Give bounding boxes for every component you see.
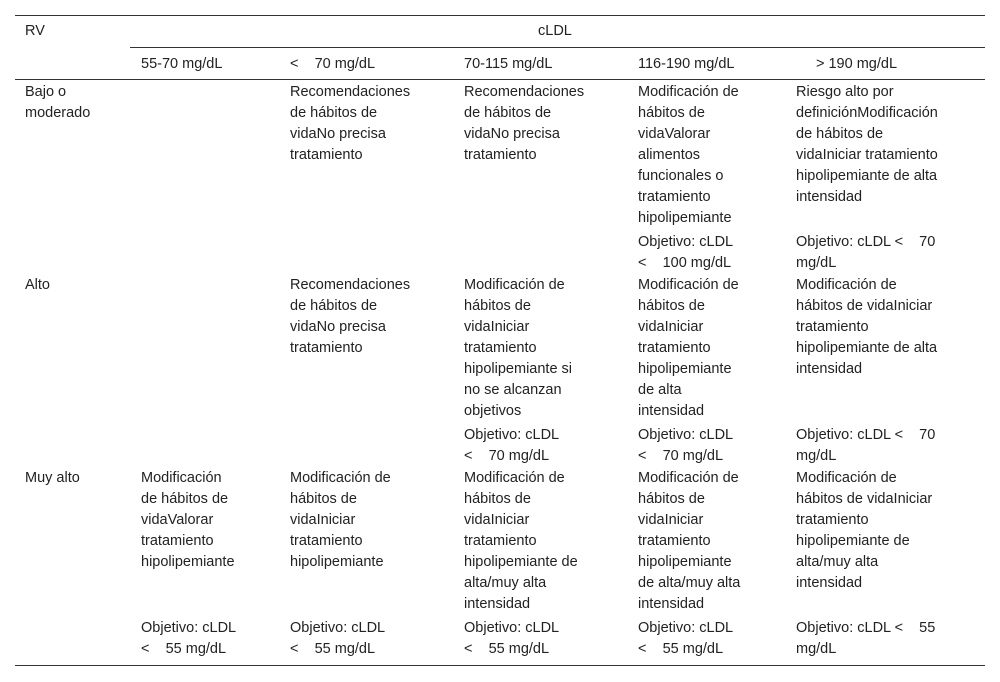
row-label-alto: Alto	[25, 277, 50, 293]
cell-objective: Objetivo: cLDL < 70 mg/dL	[464, 427, 560, 464]
cell-objective: Objetivo: cLDL < 70 mg/dL	[796, 427, 936, 464]
column-header-lt-70: < 70 mg/dL	[290, 56, 376, 72]
table-top-rule	[15, 15, 985, 16]
cell-text: Modificación de hábitos de vidaIniciar tratamiento hipolipemiante de alta/muy alta intensidad	[464, 470, 578, 612]
cldl-group-rule	[130, 47, 985, 48]
header-bottom-rule	[15, 79, 985, 80]
cell-text: Modificación de hábitos de vidaValorar alimentos funcionales o tratamiento hipolipemiante	[638, 84, 739, 226]
cell-text: Modificación de hábitos de vidaIniciar tratamiento hipolipemiante de alta intensidad	[796, 277, 938, 377]
cell-objective: Objetivo: cLDL < 55 mg/dL	[638, 620, 734, 657]
cell-text: Modificación de hábitos de vidaIniciar tratamiento hipolipemiante de alta/muy alta intensidad	[796, 470, 933, 591]
cell-objective: Objetivo: cLDL < 100 mg/dL	[638, 234, 734, 271]
column-header-gt-190: > 190 mg/dL	[816, 56, 898, 72]
cell-text: Modificación de hábitos de vidaIniciar tratamiento hipolipemiante de alta/muy alta intensidad	[638, 470, 741, 612]
table-bottom-rule	[15, 665, 985, 666]
rv-header: RV	[25, 23, 45, 39]
column-header-116-190: 116-190 mg/dL	[638, 56, 735, 72]
cell-objective: Objetivo: cLDL < 70 mg/dL	[796, 234, 936, 271]
column-header-70-115: 70-115 mg/dL	[464, 56, 553, 72]
column-header-55-70: 55-70 mg/dL	[141, 56, 223, 72]
cldl-header: cLDL	[538, 23, 572, 39]
cell-text: Modificación de hábitos de vidaIniciar tratamiento hipolipemiante si no se alcanzan objetivos	[464, 277, 573, 419]
cell-objective: Objetivo: cLDL < 55 mg/dL	[290, 620, 386, 657]
cell-objective: Objetivo: cLDL < 55 mg/dL	[141, 620, 237, 657]
cell-text: Recomendaciones de hábitos de vidaNo precisa tratamiento	[290, 277, 411, 356]
cell-text: Modificación de hábitos de vidaValorar tratamiento hipolipemiante	[141, 470, 235, 570]
cell-objective: Objetivo: cLDL < 70 mg/dL	[638, 427, 734, 464]
cell-text: Recomendaciones de hábitos de vidaNo precisa tratamiento	[290, 84, 411, 163]
cell-text: Modificación de hábitos de vidaIniciar tratamiento hipolipemiante	[290, 470, 391, 570]
cell-objective: Objetivo: cLDL < 55 mg/dL	[464, 620, 560, 657]
cell-text: Riesgo alto por definiciónModificación de hábitos de vidaIniciar tratamiento hipolipemiante de alta intensidad	[796, 84, 938, 205]
cell-objective: Objetivo: cLDL < 55 mg/dL	[796, 620, 936, 657]
cell-text: Recomendaciones de hábitos de vidaNo precisa tratamiento	[464, 84, 585, 163]
cell-text: Modificación de hábitos de vidaIniciar tratamiento hipolipemiante de alta intensidad	[638, 277, 739, 419]
row-label-muy-alto: Muy alto	[25, 470, 80, 486]
row-label-bajo-moderado: Bajo o moderado	[25, 84, 91, 121]
